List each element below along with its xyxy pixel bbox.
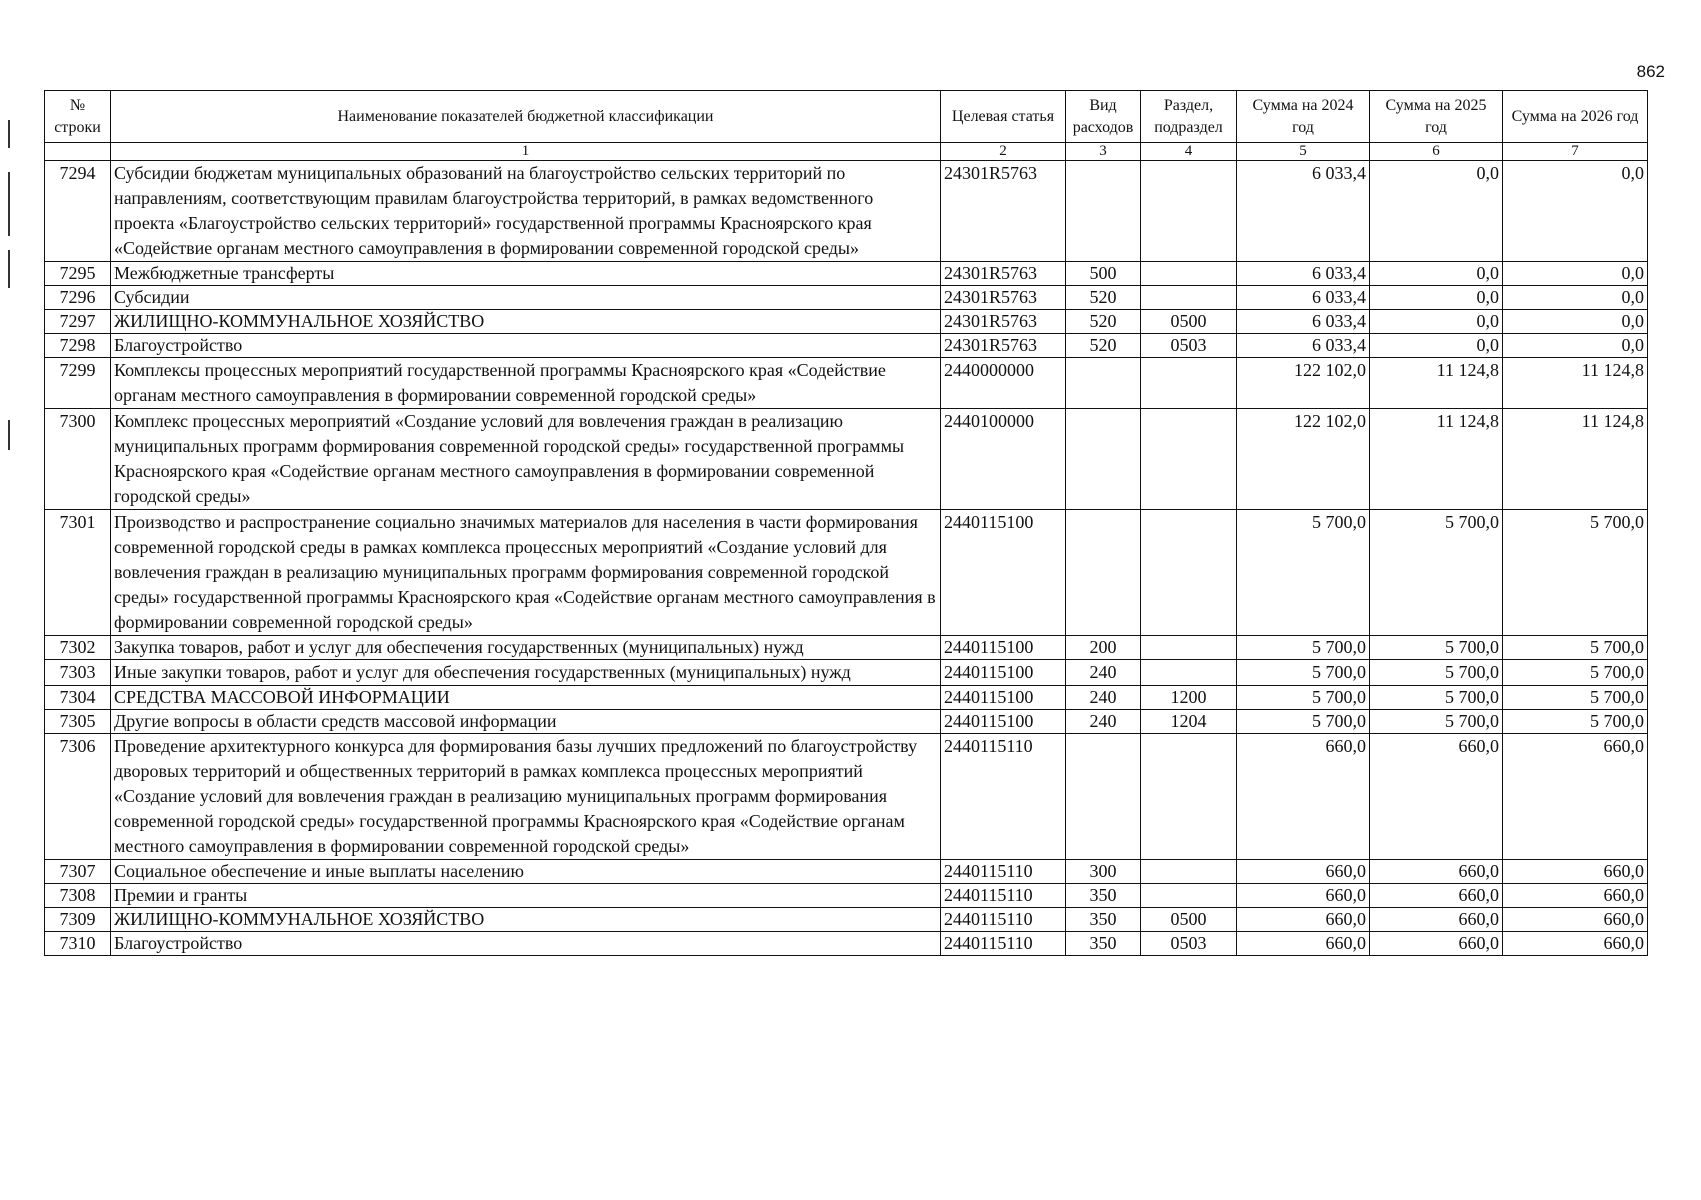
row-sum-2024: 660,0: [1237, 932, 1370, 956]
row-sum-2026: 660,0: [1503, 860, 1648, 884]
row-name: Закупка товаров, работ и услуг для обеспечения государственных (муниципальных) нужд: [111, 636, 941, 660]
colnum-5: 5: [1237, 143, 1370, 161]
table-row: [45, 686, 1648, 710]
row-kind: 520: [1066, 334, 1141, 358]
row-sum-2026: 660,0: [1503, 908, 1648, 932]
row-sum-2024: 122 102,0: [1237, 358, 1370, 409]
row-number: 7297: [45, 310, 111, 334]
row-name: Проведение архитектурного конкурса для формирования базы лучших предложений по благоустройству дворовых территорий и общественных территорий в рамках комплекса процессных мероприятий «Создание условий для вовлечения граждан в реализацию муниципальных программ формирования современной городской среды» государственной программы Красноярского края «Содействие органам местного самоуправления в формировании современной городской среды»: [111, 734, 941, 860]
row-sum-2025: 0,0: [1370, 161, 1503, 262]
row-kind: [1066, 409, 1141, 510]
table-row: [45, 262, 1648, 286]
row-sum-2026: 660,0: [1503, 734, 1648, 860]
row-number: 7298: [45, 334, 111, 358]
row-kind: 350: [1066, 908, 1141, 932]
row-sum-2024: 5 700,0: [1237, 636, 1370, 660]
row-sum-2025: 5 700,0: [1370, 710, 1503, 734]
row-name: Благоустройство: [111, 334, 941, 358]
row-kind: 520: [1066, 286, 1141, 310]
header-sum-2025: Сумма на 2025 год: [1370, 91, 1503, 143]
row-name: Другие вопросы в области средств массовой информации: [111, 710, 941, 734]
row-target: 2440115110: [941, 860, 1066, 884]
row-target: 2440115100: [941, 660, 1066, 686]
row-sum-2026: 660,0: [1503, 932, 1648, 956]
row-name: Социальное обеспечение и иные выплаты населению: [111, 860, 941, 884]
row-target: 2440000000: [941, 358, 1066, 409]
colnum-6: 6: [1370, 143, 1503, 161]
page-number: 862: [1636, 62, 1665, 81]
row-section: [1141, 262, 1237, 286]
row-sum-2025: 660,0: [1370, 932, 1503, 956]
row-section: 0503: [1141, 932, 1237, 956]
table-row: [45, 884, 1648, 908]
row-number: 7309: [45, 908, 111, 932]
row-target: 24301R5763: [941, 310, 1066, 334]
row-target: 2440100000: [941, 409, 1066, 510]
header-name: Наименование показателей бюджетной классификации: [111, 91, 941, 143]
scan-marks: [8, 120, 11, 480]
table-row: [45, 409, 1648, 510]
budget-table: [44, 90, 1648, 956]
row-target: 2440115110: [941, 734, 1066, 860]
row-name: Субсидии бюджетам муниципальных образований на благоустройство сельских территорий по направлениям, соответствующим правилам благоустройства территорий, в рамках ведомственного проекта «Благоустройство сельских территорий» государственной программы Красноярского края «Содействие органам местного самоуправления в формировании современной городской среды»: [111, 161, 941, 262]
row-sum-2026: 11 124,8: [1503, 409, 1648, 510]
row-sum-2025: 0,0: [1370, 262, 1503, 286]
row-target: 24301R5763: [941, 286, 1066, 310]
row-target: 24301R5763: [941, 334, 1066, 358]
row-number: 7307: [45, 860, 111, 884]
row-sum-2024: 5 700,0: [1237, 710, 1370, 734]
row-number: 7299: [45, 358, 111, 409]
row-sum-2025: 11 124,8: [1370, 358, 1503, 409]
colnum-1: 1: [111, 143, 941, 161]
row-target: 24301R5763: [941, 262, 1066, 286]
row-section: [1141, 660, 1237, 686]
row-section: 0500: [1141, 908, 1237, 932]
row-name: Комплекс процессных мероприятий «Создание условий для вовлечения граждан в реализацию муниципальных программ формирования современной городской среды» государственной программы Красноярского края «Содействие органам местного самоуправления в формировании современной городской среды»: [111, 409, 941, 510]
row-section: [1141, 409, 1237, 510]
row-sum-2026: 5 700,0: [1503, 686, 1648, 710]
row-kind: [1066, 510, 1141, 636]
row-sum-2026: 0,0: [1503, 161, 1648, 262]
row-name: Комплексы процессных мероприятий государственной программы Красноярского края «Содействие органам местного самоуправления в формировании современной городской среды»: [111, 358, 941, 409]
row-name: Премии и гранты: [111, 884, 941, 908]
row-number: 7296: [45, 286, 111, 310]
row-sum-2024: 660,0: [1237, 860, 1370, 884]
row-sum-2025: 0,0: [1370, 334, 1503, 358]
row-kind: 350: [1066, 884, 1141, 908]
row-section: [1141, 884, 1237, 908]
row-section: 0500: [1141, 310, 1237, 334]
row-sum-2026: 5 700,0: [1503, 636, 1648, 660]
row-name: Межбюджетные трансферты: [111, 262, 941, 286]
row-sum-2026: 660,0: [1503, 884, 1648, 908]
colnum-2: 2: [941, 143, 1066, 161]
row-sum-2024: 660,0: [1237, 908, 1370, 932]
row-sum-2024: 660,0: [1237, 884, 1370, 908]
row-name: Благоустройство: [111, 932, 941, 956]
row-section: [1141, 734, 1237, 860]
row-sum-2024: 6 033,4: [1237, 262, 1370, 286]
row-kind: 500: [1066, 262, 1141, 286]
table-row: [45, 358, 1648, 409]
row-sum-2025: 660,0: [1370, 908, 1503, 932]
row-target: 2440115100: [941, 636, 1066, 660]
table-row: [45, 932, 1648, 956]
row-section: [1141, 860, 1237, 884]
row-sum-2025: 0,0: [1370, 286, 1503, 310]
table-row: [45, 710, 1648, 734]
row-target: 2440115100: [941, 710, 1066, 734]
colnum-7: 7: [1503, 143, 1648, 161]
header-sum-2024: Сумма на 2024 год: [1237, 91, 1370, 143]
column-numbers: [45, 143, 1648, 161]
row-name: ЖИЛИЩНО-КОММУНАЛЬНОЕ ХОЗЯЙСТВО: [111, 908, 941, 932]
row-number: 7304: [45, 686, 111, 710]
row-section: 1200: [1141, 686, 1237, 710]
row-target: 2440115110: [941, 884, 1066, 908]
row-target: 2440115110: [941, 908, 1066, 932]
row-name: Субсидии: [111, 286, 941, 310]
table-row: [45, 734, 1648, 860]
row-sum-2026: 5 700,0: [1503, 710, 1648, 734]
row-sum-2024: 5 700,0: [1237, 660, 1370, 686]
row-kind: [1066, 161, 1141, 262]
row-name: СРЕДСТВА МАССОВОЙ ИНФОРМАЦИИ: [111, 686, 941, 710]
row-sum-2026: 0,0: [1503, 334, 1648, 358]
header-sum-2026: Сумма на 2026 год: [1503, 91, 1648, 143]
row-number: 7305: [45, 710, 111, 734]
row-number: 7300: [45, 409, 111, 510]
row-number: 7302: [45, 636, 111, 660]
row-sum-2025: 11 124,8: [1370, 409, 1503, 510]
row-target: 2440115110: [941, 932, 1066, 956]
row-sum-2026: 5 700,0: [1503, 510, 1648, 636]
table-row: [45, 161, 1648, 262]
header-section: Раздел, подраздел: [1141, 91, 1237, 143]
table-body: [45, 161, 1648, 956]
row-sum-2025: 5 700,0: [1370, 660, 1503, 686]
row-name: Иные закупки товаров, работ и услуг для обеспечения государственных (муниципальных) нужд: [111, 660, 941, 686]
row-section: 0503: [1141, 334, 1237, 358]
row-sum-2025: 5 700,0: [1370, 636, 1503, 660]
row-sum-2024: 6 033,4: [1237, 310, 1370, 334]
row-sum-2026: 5 700,0: [1503, 660, 1648, 686]
row-kind: 240: [1066, 710, 1141, 734]
row-kind: 240: [1066, 686, 1141, 710]
row-sum-2024: 6 033,4: [1237, 334, 1370, 358]
row-sum-2026: 11 124,8: [1503, 358, 1648, 409]
row-sum-2024: 5 700,0: [1237, 686, 1370, 710]
row-number: 7310: [45, 932, 111, 956]
table-row: [45, 908, 1648, 932]
row-target: 24301R5763: [941, 161, 1066, 262]
table-row: [45, 286, 1648, 310]
row-number: 7306: [45, 734, 111, 860]
row-target: 2440115100: [941, 686, 1066, 710]
row-kind: 240: [1066, 660, 1141, 686]
row-sum-2024: 660,0: [1237, 734, 1370, 860]
row-section: [1141, 161, 1237, 262]
row-number: 7294: [45, 161, 111, 262]
row-kind: [1066, 734, 1141, 860]
row-section: 1204: [1141, 710, 1237, 734]
table-row: [45, 860, 1648, 884]
table-header: [45, 91, 1648, 161]
row-kind: [1066, 358, 1141, 409]
row-sum-2026: 0,0: [1503, 286, 1648, 310]
table-row: [45, 310, 1648, 334]
row-kind: 200: [1066, 636, 1141, 660]
colnum-0: [45, 143, 111, 161]
table-row: [45, 334, 1648, 358]
row-kind: 300: [1066, 860, 1141, 884]
row-sum-2025: 0,0: [1370, 310, 1503, 334]
row-sum-2025: 660,0: [1370, 734, 1503, 860]
table-row: [45, 510, 1648, 636]
row-name: ЖИЛИЩНО-КОММУНАЛЬНОЕ ХОЗЯЙСТВО: [111, 310, 941, 334]
row-sum-2025: 5 700,0: [1370, 510, 1503, 636]
row-sum-2026: 0,0: [1503, 310, 1648, 334]
row-sum-2024: 5 700,0: [1237, 510, 1370, 636]
row-kind: 350: [1066, 932, 1141, 956]
row-kind: 520: [1066, 310, 1141, 334]
row-sum-2025: 660,0: [1370, 860, 1503, 884]
row-section: [1141, 358, 1237, 409]
table-row: [45, 636, 1648, 660]
row-sum-2024: 6 033,4: [1237, 161, 1370, 262]
row-number: 7303: [45, 660, 111, 686]
row-sum-2026: 0,0: [1503, 262, 1648, 286]
row-sum-2025: 5 700,0: [1370, 686, 1503, 710]
row-sum-2024: 6 033,4: [1237, 286, 1370, 310]
header-row-no: № строки: [45, 91, 111, 143]
row-sum-2025: 660,0: [1370, 884, 1503, 908]
table-row: [45, 660, 1648, 686]
colnum-4: 4: [1141, 143, 1237, 161]
row-section: [1141, 636, 1237, 660]
header-kind: Вид расходов: [1066, 91, 1141, 143]
colnum-3: 3: [1066, 143, 1141, 161]
row-section: [1141, 286, 1237, 310]
row-sum-2024: 122 102,0: [1237, 409, 1370, 510]
row-section: [1141, 510, 1237, 636]
row-number: 7295: [45, 262, 111, 286]
row-number: 7308: [45, 884, 111, 908]
header-target: Целевая статья: [941, 91, 1066, 143]
row-number: 7301: [45, 510, 111, 636]
row-target: 2440115100: [941, 510, 1066, 636]
row-name: Производство и распространение социально значимых материалов для населения в части формирования современной городской среды в рамках комплекса процессных мероприятий «Создание условий для вовлечения граждан в реализацию муниципальных программ формирования современной городской среды» государственной программы Красноярского края «Содействие органам местного самоуправления в формировании современной городской среды»: [111, 510, 941, 636]
